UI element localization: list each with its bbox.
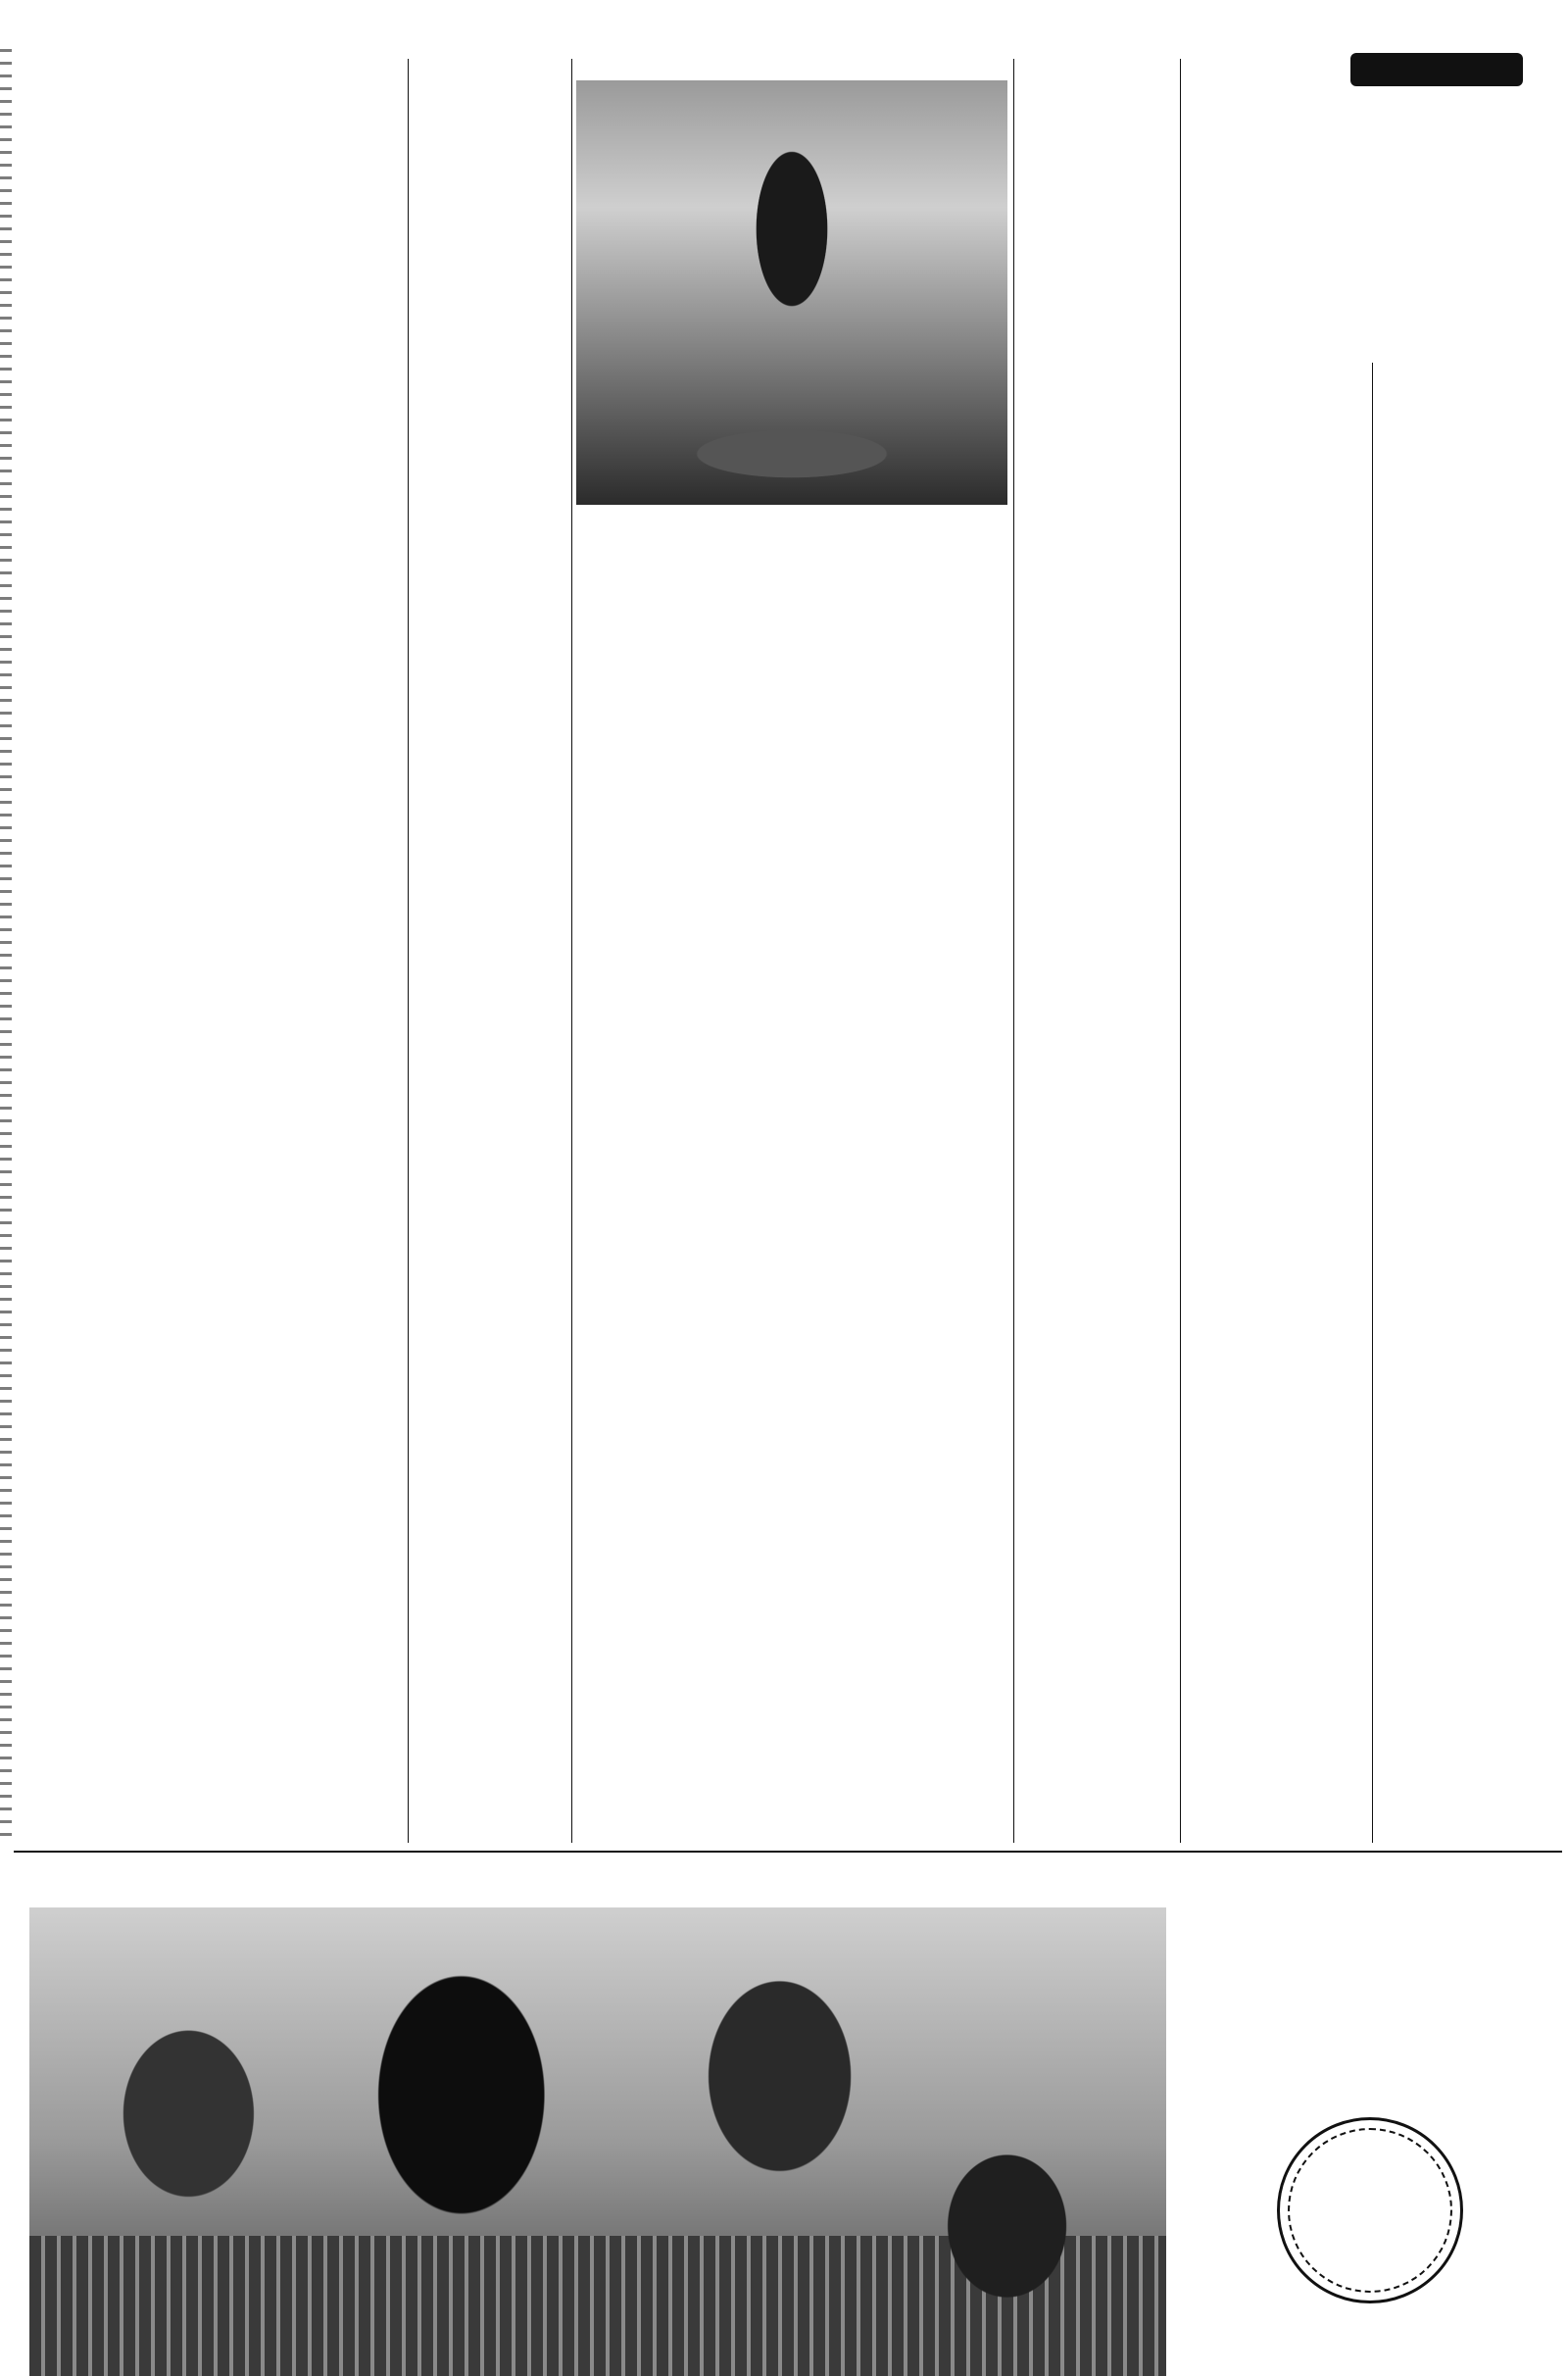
article-commemoration-cont <box>235 227 402 1845</box>
column-rule <box>1180 59 1181 1843</box>
article-olympios-photo <box>576 61 1009 1041</box>
page-label <box>1350 53 1523 86</box>
article-kamena-vourla <box>412 61 568 1845</box>
ad-photo-family <box>29 1907 1166 2376</box>
photo-monument <box>576 80 1007 505</box>
article-yorkshire <box>576 1076 1009 1851</box>
column-rule <box>1013 59 1014 1843</box>
article-typhoon <box>1017 61 1176 1845</box>
articles-right <box>1377 363 1558 1843</box>
left-edge-strip <box>0 49 12 1843</box>
ad-top-rule <box>14 1851 1562 1853</box>
article-bombs-body <box>1186 363 1368 1843</box>
column-rule <box>1372 363 1373 1843</box>
body-right <box>798 1286 1007 1288</box>
article-bombs <box>1186 98 1558 382</box>
column-rule <box>571 59 572 1843</box>
medal-border <box>1288 2128 1452 2293</box>
medal-emblem <box>1277 2117 1463 2303</box>
body-left <box>576 1286 784 1288</box>
article-commemoration <box>14 57 231 1851</box>
column-rule <box>408 59 409 1843</box>
